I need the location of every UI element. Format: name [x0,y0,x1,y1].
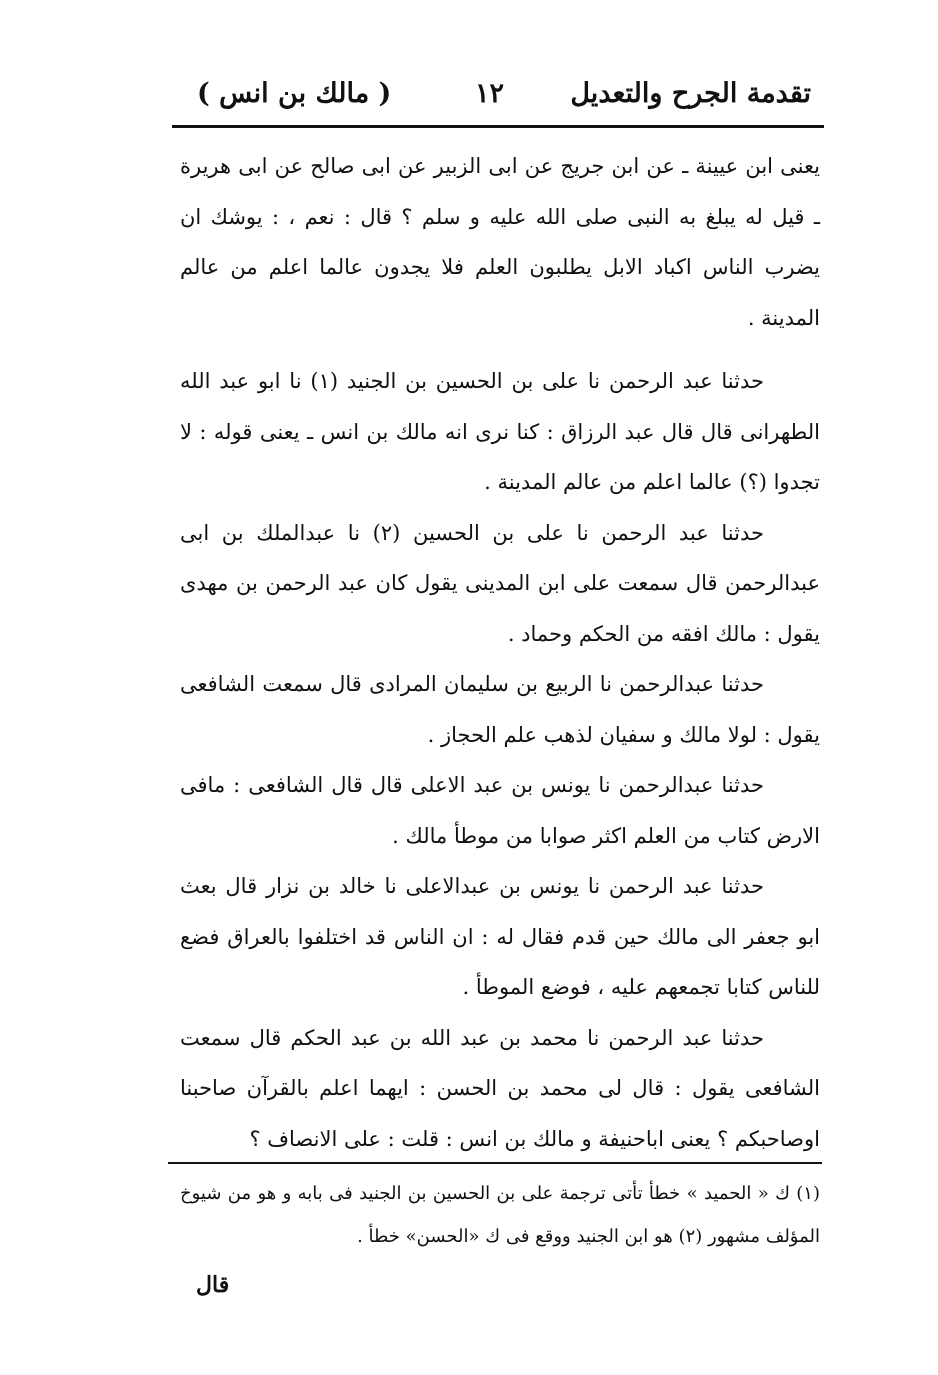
header-rule [172,125,824,128]
footnote-rule [168,1162,822,1164]
main-text [180,141,820,1164]
footnotes [180,1172,820,1258]
paragraph-6: حدثنا عبد الرحمن نا يونس بن عبدالاعلى نا خالد بن نزار قال بعث ابو جعفر الى مالك حين قدم فقال له : ان الناس قد اختلفوا بالعراق فضع للناس كتابا تجمعهم عليه ، فوضع الموطأ . [180,874,820,999]
footnote-1: (١) ك « الحميد » خطأ تأتى ترجمة على بن الحسين بن الجنيد فى بابه و هو من شيوخ المؤلف مشهور (٢) هو ابن الجنيد ووقع فى ك «الحسن» خطأ . [180,1183,820,1247]
book-title: تقدمة الجرح والتعديل [570,78,811,109]
paragraph-1: يعنى ابن عيينة ـ عن ابن جريج عن ابى الزبير عن ابى صالح عن ابى هريرة ـ قيل له يبلغ به النبى صلى الله عليه و سلم ؟ قال : نعم ، : يوشك ان يضرب الناس اكباد الابل يطلبون العلم فلا يجدون عالما اعلم من عالم المدينة . [180,154,820,330]
paragraph-3: حدثنا عبد الرحمن نا على بن الحسين (٢) نا عبدالملك بن ابى عبدالرحمن قال سمعت على ابن المدينى يقول كان عبد الرحمن بن مهدى يقول : مالك افقه من الحكم وحماد . [180,520,820,646]
page-number: ١٢ [475,78,505,109]
paragraph-5: حدثنا عبدالرحمن نا يونس بن عبد الاعلى قال قال الشافعى : مافى الارض كتاب من العلم اكثر صوابا من موطأ مالك . [180,773,820,848]
paragraph-4: حدثنا عبدالرحمن نا الربيع بن سليمان المرادى قال سمعت الشافعى يقول : لولا مالك و سفيان لذهب علم الحجاز . [180,672,820,747]
page-header [175,74,823,120]
section-title: ( مالك بن انس ) [197,78,392,109]
paragraph-7: حدثنا عبد الرحمن نا محمد بن عبد الله بن عبد الحكم قال سمعت الشافعى يقول : قال لى محمد بن الحسن : ايهما اعلم بالقرآن صاحبنا اوصاحبكم ؟ يعنى اباحنيفة و مالك بن انس : قلت : على الانصاف ؟ [180,1025,820,1151]
paragraph-2: حدثنا عبد الرحمن نا على بن الحسين بن الجنيد (١) نا ابو عبد الله الطهرانى قال قال عبد الرزاق : كنا نرى انه مالك بن انس ـ يعنى قوله : لا تجدوا (؟) عالما اعلم من عالم المدينة . [180,369,820,494]
catchword: قال [196,1272,230,1298]
